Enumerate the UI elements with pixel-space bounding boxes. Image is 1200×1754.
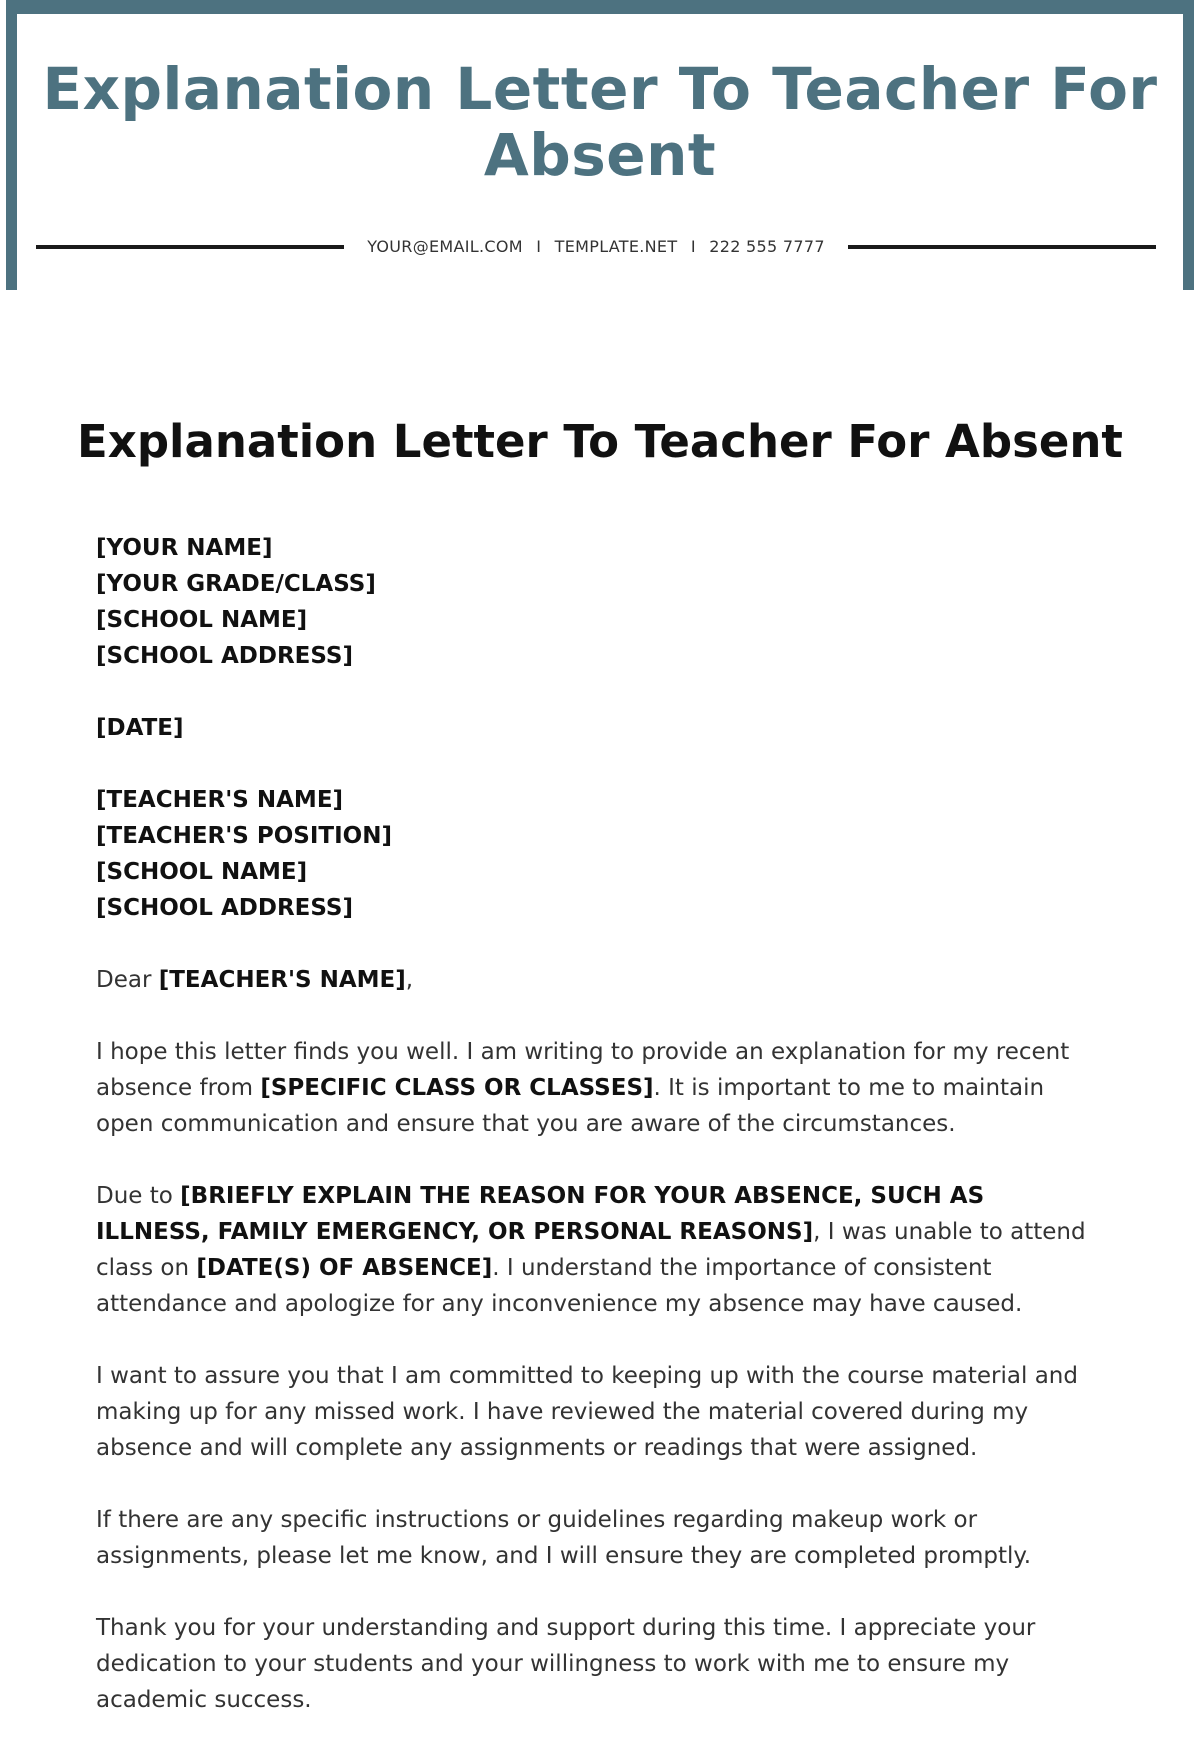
paragraph-2: Due to [BRIEFLY EXPLAIN THE REASON FOR YOUR ABSENCE, SUCH AS ILLNESS, FAMILY EMERGENCY, OR PERSONAL REASONS], I was unable to attend class on [DATE(S) OF ABSENCE]. I understand the importance of consistent attendance and apologize for any inconvenience my absence may have caused.	[96, 1183, 1086, 1317]
header-divider-right	[848, 245, 1156, 249]
letter-date: [DATE]	[96, 715, 184, 741]
paragraph-1: I hope this letter finds you well. I am writing to provide an explanation for my recent absence from [SPECIFIC CLASS OR CLASSES]. It is important to me to maintain open communication and ensure that you are aware of the circumstances.	[96, 1039, 1070, 1137]
sender-school: [SCHOOL NAME]	[96, 607, 308, 633]
sender-block	[96, 530, 1096, 674]
sender-grade: [YOUR GRADE/CLASS]	[96, 571, 376, 597]
contact-phone: 222 555 7777	[709, 237, 825, 256]
salutation: Dear [TEACHER'S NAME],	[96, 967, 414, 993]
recipient-address: [SCHOOL ADDRESS]	[96, 895, 353, 921]
document-title: Explanation Letter To Teacher For Absent	[77, 415, 1123, 468]
paragraph-3: I want to assure you that I am committed to keeping up with the course material and making up for any missed work. I have reviewed the material covered during my absence and will complete any assignments or readings that were assigned.	[96, 1363, 1078, 1461]
header-title: Explanation Letter To Teacher For Absent	[42, 55, 1158, 189]
recipient-block	[96, 782, 1096, 926]
sender-name: [YOUR NAME]	[96, 535, 273, 561]
recipient-name: [TEACHER'S NAME]	[96, 787, 344, 813]
recipient-position: [TEACHER'S POSITION]	[96, 823, 392, 849]
recipient-school: [SCHOOL NAME]	[96, 859, 308, 885]
contact-website: TEMPLATE.NET	[554, 237, 678, 256]
paragraph-5: Thank you for your understanding and support during this time. I appreciate your dedication to your students and your willingness to work with me to ensure my academic success.	[96, 1615, 1036, 1713]
paragraph-4: If there are any specific instructions or guidelines regarding makeup work or assignments, please let me know, and I will ensure they are completed promptly.	[96, 1507, 1032, 1569]
letter-body	[96, 530, 1096, 1754]
contact-line	[344, 236, 848, 258]
header-divider-left	[36, 245, 344, 249]
contact-email: YOUR@EMAIL.COM	[367, 237, 523, 256]
contact-separator: I	[690, 237, 696, 256]
sender-address: [SCHOOL ADDRESS]	[96, 643, 353, 669]
contact-separator: I	[536, 237, 542, 256]
